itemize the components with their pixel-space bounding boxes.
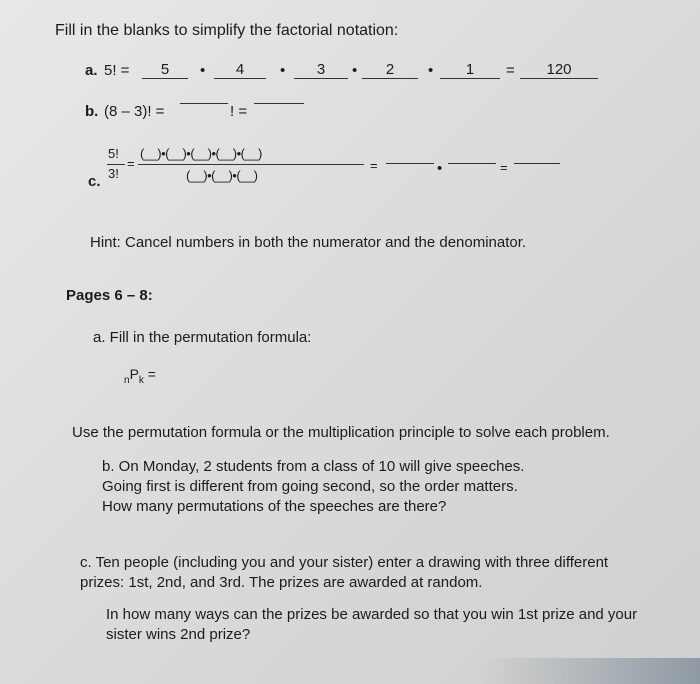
dot: • — [280, 62, 286, 79]
problem-a-result[interactable]: 120 — [520, 62, 598, 79]
perm-k: k — [138, 374, 144, 386]
problem-c2-line-4: sister wins 2nd prize? — [106, 626, 251, 643]
problem-a-blank-5[interactable]: 1 — [440, 62, 500, 79]
problem-c-den: 3! — [108, 166, 119, 181]
problem-c-numerator-template[interactable]: (__)•(__)•(__)•(__)•(__) — [140, 146, 262, 161]
problem-b2-line-1: b. On Monday, 2 students from a class of 10 will give speeches. — [102, 458, 525, 475]
perm-prompt: a. Fill in the permutation formula: — [93, 329, 312, 346]
problem-c-blank-2[interactable] — [448, 163, 496, 164]
equals-sign: = — [127, 156, 135, 171]
hint-text: Hint: Cancel numbers in both the numerator and the denominator. — [90, 234, 527, 251]
use-formula-line: Use the permutation formula or the multiplication principle to solve each problem. — [72, 424, 610, 441]
instructions: Fill in the blanks to simplify the factorial notation: — [55, 22, 399, 39]
problem-c2-line-1: c. Ten people (including you and your sister) enter a drawing with three different — [80, 554, 609, 571]
problem-c2-line-2: prizes: 1st, 2nd, and 3rd. The prizes are awarded at random. — [80, 574, 483, 591]
problem-b-letter: b. — [85, 103, 99, 120]
problem-a-blank-1[interactable]: 5 — [142, 62, 188, 79]
equals-sign: = — [147, 366, 156, 382]
problem-a-letter: a. — [85, 62, 98, 79]
pages-heading: Pages 6 – 8: — [66, 287, 153, 304]
fraction-bar — [107, 164, 125, 165]
problem-b-blank-2[interactable] — [254, 103, 304, 104]
problem-a-blank-4[interactable]: 2 — [362, 62, 418, 79]
problem-c-denominator-template[interactable]: (__)•(__)•(__) — [186, 168, 258, 183]
problem-c2-line-3: In how many ways can the prizes be awarded so that you win 1st prize and your — [106, 606, 638, 623]
perm-formula[interactable] — [124, 366, 156, 386]
problem-a-blank-3[interactable]: 3 — [294, 62, 348, 79]
fraction-bar — [138, 164, 364, 165]
problem-b2-line-2: Going first is different from going second, so the order matters. — [102, 478, 518, 495]
dot: • — [437, 160, 443, 177]
problem-c-blank-3[interactable] — [514, 163, 560, 164]
dot: • — [428, 62, 434, 79]
problem-c-num: 5! — [108, 146, 119, 161]
equals-sign: = — [500, 160, 508, 175]
equals-sign: = — [506, 62, 515, 79]
perm-n: n — [124, 374, 130, 386]
dot: • — [200, 62, 206, 79]
equals-sign: = — [370, 158, 378, 173]
problem-b-lhs: (8 – 3)! = — [104, 103, 165, 120]
problem-a-blank-2[interactable]: 4 — [214, 62, 266, 79]
problem-b2-line-3: How many permutations of the speeches are there? — [102, 498, 447, 515]
problem-a-lhs: 5! = — [104, 62, 130, 79]
corner-shadow — [480, 658, 700, 684]
perm-P: P — [129, 366, 139, 382]
dot: • — [352, 62, 358, 79]
problem-c-letter: c. — [88, 173, 101, 190]
problem-c-blank-1[interactable] — [386, 163, 434, 164]
problem-b-blank-1[interactable] — [180, 103, 228, 104]
problem-b-bang-eq: ! = — [230, 103, 248, 120]
